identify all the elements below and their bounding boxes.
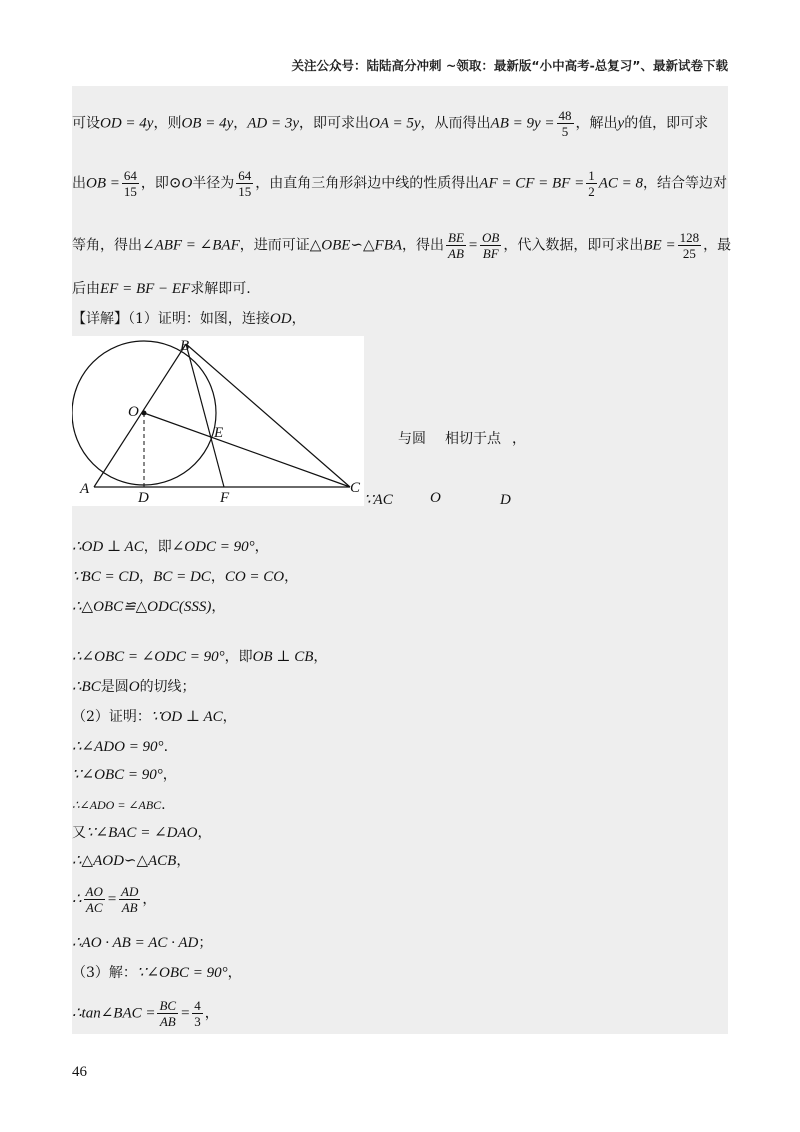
proof-line-11 (72, 854, 190, 869)
fraction: $\frac{1}{2}$ (588, 168, 595, 199)
math: OD = 4y (100, 115, 154, 132)
text: 出 (72, 175, 86, 192)
proof-line-13 (72, 936, 212, 951)
math: ∠ABF = ∠BAF (142, 237, 240, 254)
text: ，最 (703, 237, 732, 254)
text: 是圆 (100, 679, 129, 695)
text: ， (284, 569, 299, 585)
math: y (617, 115, 625, 132)
math: ∴△AOD∽△ACB (72, 853, 177, 869)
math: ∴tan∠BAC = (72, 1005, 156, 1022)
fraction: $\frac{48}{5}$ (558, 108, 572, 139)
math: = (180, 1005, 191, 1022)
math: OB ⊥ CB (252, 649, 314, 665)
proof-line-12 (72, 884, 156, 915)
text: . (161, 797, 166, 813)
text: ，进而可证 (239, 237, 310, 254)
math: ∴BC (72, 679, 101, 695)
text: ，代入数据，即可求出 (503, 237, 644, 254)
text: ， (313, 649, 328, 665)
point-o (142, 411, 147, 416)
math: O (128, 679, 140, 695)
page-number: 46 (72, 1064, 87, 1080)
side-d: D (500, 492, 511, 508)
text: ， (142, 891, 157, 908)
page-header: 关注公众号：陆陆高分冲刺 ~领取：最新版“小中高考-总复习”、最新试卷下载 (291, 58, 728, 73)
proof-line-1 (72, 540, 269, 555)
math: OA = 5y (369, 115, 421, 132)
text: ， (204, 1005, 219, 1022)
geometry-diagram (72, 336, 364, 506)
detail-heading (72, 312, 306, 327)
math: AC = 8 (598, 175, 644, 192)
text: ， (162, 767, 177, 783)
text: ，即可求出 (299, 115, 370, 132)
text: ，得出 (402, 237, 445, 254)
segment-bf (186, 344, 224, 487)
answer-shaded-region (72, 86, 728, 1034)
segment-oc (144, 413, 350, 487)
text: ， (222, 709, 237, 725)
fraction: $\frac{128}{25}$ (679, 230, 700, 261)
text: ， (197, 825, 212, 841)
math: ∴∠ADO = 90° (72, 739, 164, 755)
text: ， (233, 115, 248, 132)
math: ∴ (72, 891, 82, 908)
math: AB = 9y = (490, 115, 555, 132)
math: ∵∠BAC = ∠DAO (86, 825, 198, 841)
math: = (467, 237, 479, 254)
side-text-2: 相切于点 (445, 431, 501, 447)
text: 后由 (72, 281, 100, 297)
math: ⊙O (168, 175, 193, 192)
proof-line-3 (72, 600, 225, 615)
proof-line-2 (72, 570, 298, 585)
label-d: D (138, 490, 149, 506)
math: EF = BF − EF (100, 281, 191, 297)
label-c: C (350, 480, 361, 496)
proof-line-4 (72, 650, 327, 665)
text: 又 (72, 825, 86, 841)
fraction: $\frac{BC}{AB}$ (159, 998, 177, 1029)
text: 可设 (72, 115, 100, 132)
text: ，从而得出 (420, 115, 491, 132)
label-b: B (180, 338, 190, 354)
math: CO = CO (224, 569, 285, 585)
fraction: $\frac{4}{3}$ (194, 998, 201, 1029)
text: ； (198, 935, 213, 951)
fraction: $\frac{OB}{BF}$ (482, 230, 500, 261)
proof-line-14 (72, 966, 242, 981)
fraction: $\frac{BE}{AB}$ (448, 230, 464, 261)
side-because-ac: ∵AC (364, 492, 393, 508)
proof-line-5 (72, 680, 196, 695)
text: 半径为 (192, 175, 235, 192)
math: ∵OD ⊥ AC (150, 709, 223, 725)
fraction: $\frac{64}{15}$ (123, 168, 137, 199)
math: BC = DC (153, 569, 211, 585)
math: = (106, 891, 118, 908)
text: ， (139, 569, 154, 585)
math: ∠ODC = 90° (171, 539, 255, 555)
text: 的切线； (139, 679, 196, 695)
text: 求解即可. (190, 281, 251, 297)
math: OD (269, 311, 292, 327)
text: ，即 (143, 539, 172, 555)
text: ， (176, 853, 191, 869)
side-o: O (430, 490, 441, 506)
math: OB = (86, 175, 120, 192)
text: ， (211, 599, 226, 615)
text: （3）解： (72, 965, 137, 981)
analysis-line-4 (72, 282, 251, 297)
math: ∴∠ADO = ∠ABC (72, 798, 162, 812)
proof-line-6 (72, 710, 237, 725)
math: OB = 4y (181, 115, 234, 132)
proof-line-10 (72, 826, 211, 841)
label-a: A (80, 481, 90, 497)
math: BE = (643, 237, 676, 254)
segment-ab (94, 344, 186, 487)
text: 的值，即可求 (624, 115, 709, 132)
math: ∵BC = CD (72, 569, 140, 585)
text: ， (254, 539, 269, 555)
text: ， (291, 311, 306, 327)
analysis-line-3 (72, 230, 731, 261)
fraction: $\frac{AO}{AC}$ (85, 884, 103, 915)
text: ，即 (140, 175, 169, 192)
text: ，则 (153, 115, 182, 132)
text: ，由直角三角形斜边中线的性质得出 (255, 175, 480, 192)
label-f: F (220, 490, 230, 506)
text: ，解出 (575, 115, 618, 132)
segment-bc (186, 344, 350, 487)
text: （2）证明： (72, 709, 151, 725)
proof-line-9 (72, 798, 166, 812)
analysis-line-2 (72, 168, 727, 199)
text: ，即 (224, 649, 253, 665)
geometry-figure (72, 336, 364, 506)
text: ， (210, 569, 225, 585)
proof-line-8 (72, 768, 177, 783)
fraction: $\frac{64}{15}$ (238, 168, 252, 199)
text: 【详解】（1）证明：如图，连接 (72, 311, 270, 327)
math: △OBE∽△FBA (309, 237, 403, 254)
text: ，结合等边对 (643, 175, 728, 192)
math: ∴OD ⊥ AC (72, 539, 144, 555)
label-e: E (214, 425, 224, 441)
math: ∴∠OBC = ∠ODC = 90° (72, 649, 225, 665)
label-o: O (128, 404, 139, 420)
side-text-3: ， (512, 431, 526, 447)
side-text-1: 与圆 (398, 431, 426, 447)
math: ∴△OBC≌△ODC(SSS) (72, 599, 212, 615)
text: . (163, 739, 169, 755)
proof-line-15 (72, 998, 219, 1029)
proof-line-7 (72, 740, 168, 755)
math: ∴AO · AB = AC · AD (72, 935, 199, 951)
math: ∵∠OBC = 90° (136, 965, 228, 981)
text: ， (227, 965, 242, 981)
math: AF = CF = BF = (479, 175, 585, 192)
analysis-line-1 (72, 108, 708, 139)
math: AD = 3y (247, 115, 300, 132)
text: 等角，得出 (72, 237, 142, 254)
fraction: $\frac{AD}{AB}$ (121, 884, 139, 915)
math: ∵∠OBC = 90° (72, 767, 163, 783)
